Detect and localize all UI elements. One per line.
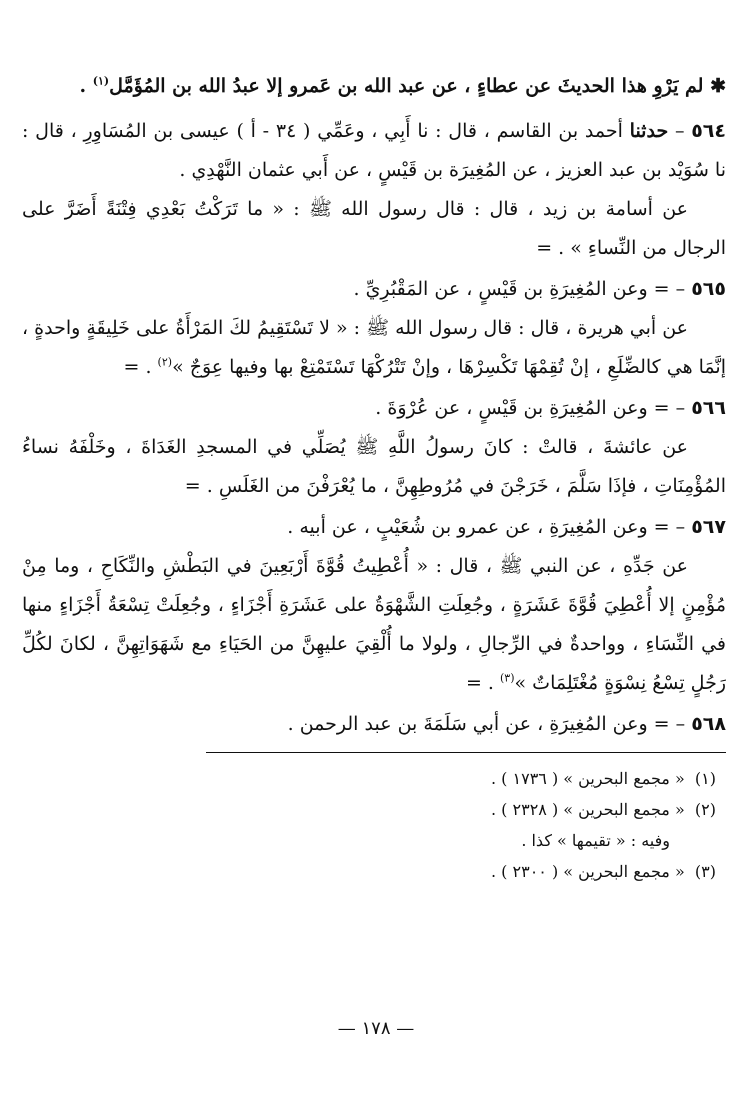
footnote-ref-1[interactable]: (١) [92,74,110,88]
hadith-567-text: عن جَدِّهِ ، عن النبي ﷺ ، قال : « أُعْطِيتُ قُوَّةَ أَرْبَعِينَ في البَطْشِ والنِّكَاحِ ، وما مِنْ مُؤْمِنٍ إلا أُعْطِيَ قُوَّةَ عَشَرَةٍ ، وجُعِلَتِ الشَّهْوَةُ على عَشَرَةِ أَجْزَاءٍ ، وجُعِلَتْ تِسْعَةُ أَجْزَاءٍ منها في النِّسَاءِ ، وواحدةٌ في الرِّجالِ ، ولولا ما أُلْقِيَ عليهِنَّ من الحَيَاءِ مع شَهَوَاتِهِنَّ ، لكانَ لكُلِّ رَجُلٍ تِسْعُ نِسْوَةٍ مُغْتَلِمَاتٌ » [22,555,726,694]
footnote-text: « مجمع البحرين » ( ٢٣٢٨ ) . [491,800,685,819]
footnote-text: وفيه : « تقيمها » كذا . [521,831,670,850]
dash: – [669,397,692,419]
hadith-566 [22,389,726,506]
footnote-3 [22,856,716,887]
footnote-ref-2[interactable]: (٢) [157,355,173,369]
hadith-heading: حدثنا [629,120,669,142]
hadith-567-end: . = [465,672,494,694]
dash: – [668,120,692,142]
hadith-565-isnad-paragraph [22,270,726,309]
footnotes [22,763,726,887]
hadith-565-text-paragraph [22,309,726,387]
hadith-565-end: . = [123,356,152,378]
footnote-1 [22,763,716,794]
hadith-568 [22,705,726,744]
hadith-number: ٥٦٧ [691,516,726,538]
hadith-567-text-paragraph [22,547,726,703]
footnote-number: (١) [694,769,716,788]
hadith-isnad: = وعن المُغِيرَةِ ، عن أبي سَلَمَةَ بن عبد الرحمن . [287,713,670,735]
hadith-isnad: = وعن المُغِيرَةِ بن قَيْسٍ ، عن عُرْوَةَ . [375,397,670,419]
hadith-isnad: أحمد بن القاسم ، قال : نا أَبِي ، وعَمِّي ( ٣٤ - أ ) عيسى بن المُسَاوِرِ ، قال : نا سُوَيْد بن عبد العزيز ، عن المُغِيرَة بن قَيْسٍ ، عن أَبي عثمان النَّهْدِي . [22,120,726,181]
footnote-ref-3[interactable]: (٣) [500,671,515,685]
hadith-isnad: = وعن المُغِيرَةِ ، عن عمرو بن شُعَيْبٍ ، عن أبيه . [287,516,670,538]
intro-note [22,67,726,106]
hadith-564-isnad-paragraph [22,112,726,190]
footnote-number: (٣) [694,862,716,881]
hadith-566-isnad-paragraph [22,389,726,428]
hadith-isnad: = وعن المُغِيرَةِ بن قَيْسٍ ، عن المَقْبُرِيِّ . [353,278,670,300]
hadith-568-isnad-paragraph [22,705,726,744]
footnote-divider [206,752,726,753]
hadith-number: ٥٦٨ [691,713,726,735]
footnote-text: « مجمع البحرين » ( ٢٣٠٠ ) . [491,862,685,881]
star-icon: ✱ [710,75,726,97]
hadith-566-text: عن عائشةَ ، قالتْ : كانَ رسولُ اللَّهِ ﷺ يُصَلِّي في المسجدِ الغَدَاةَ ، وخَلْفَهُ نساءُ المُؤْمِنَاتِ ، فإذَا سَلَّمَ ، خَرَجْنَ في مُرُوطِهِنَّ ، ما يُعْرَفْنَ من الغَلَسِ . = [22,436,726,497]
hadith-565 [22,270,726,387]
hadith-number: ٥٦٥ [691,278,726,300]
dash: – [669,713,692,735]
intro-note-end: . [79,75,87,97]
footnote-text: « مجمع البحرين » ( ١٧٣٦ ) . [491,769,685,788]
hadith-number: ٥٦٦ [691,397,726,419]
dash: – [669,278,692,300]
dash: – [669,516,692,538]
hadith-564 [22,112,726,268]
intro-note-text: لم يَرْوِ هذا الحديثَ عن عطاءٍ ، عن عبد الله بن عَمرو إلا عبدُ الله بن المُؤَمَّل [109,75,704,97]
hadith-567-isnad-paragraph [22,508,726,547]
hadith-565-text: عن أبي هريرة ، قال : قال رسول الله ﷺ : « لا تَسْتَقِيمُ لكَ المَرْأَةُ على خَلِيقَةٍ واحدةٍ ، إنَّمَا هي كالضِّلَعِ ، إنْ تُقِمْهَا تَكْسِرْهَا ، وإنْ تَتْرُكْهَا تَسْتَمْتِعْ بها وفيها عِوَجٌ » [22,317,726,378]
footnote-2-note [22,825,716,856]
hadith-567 [22,508,726,703]
hadith-number: ٥٦٤ [691,120,726,142]
footnote-2 [22,794,716,825]
page-number: — ١٧٨ — [337,1018,415,1039]
footnote-number: (٢) [694,800,716,819]
hadith-564-text: عن أسامة بن زيد ، قال : قال رسول الله ﷺ : « ما تَرَكْتُ بَعْدِي فِتْنَةً أَضَرَّ على الرجال من النِّساءِ » . = [22,198,726,259]
